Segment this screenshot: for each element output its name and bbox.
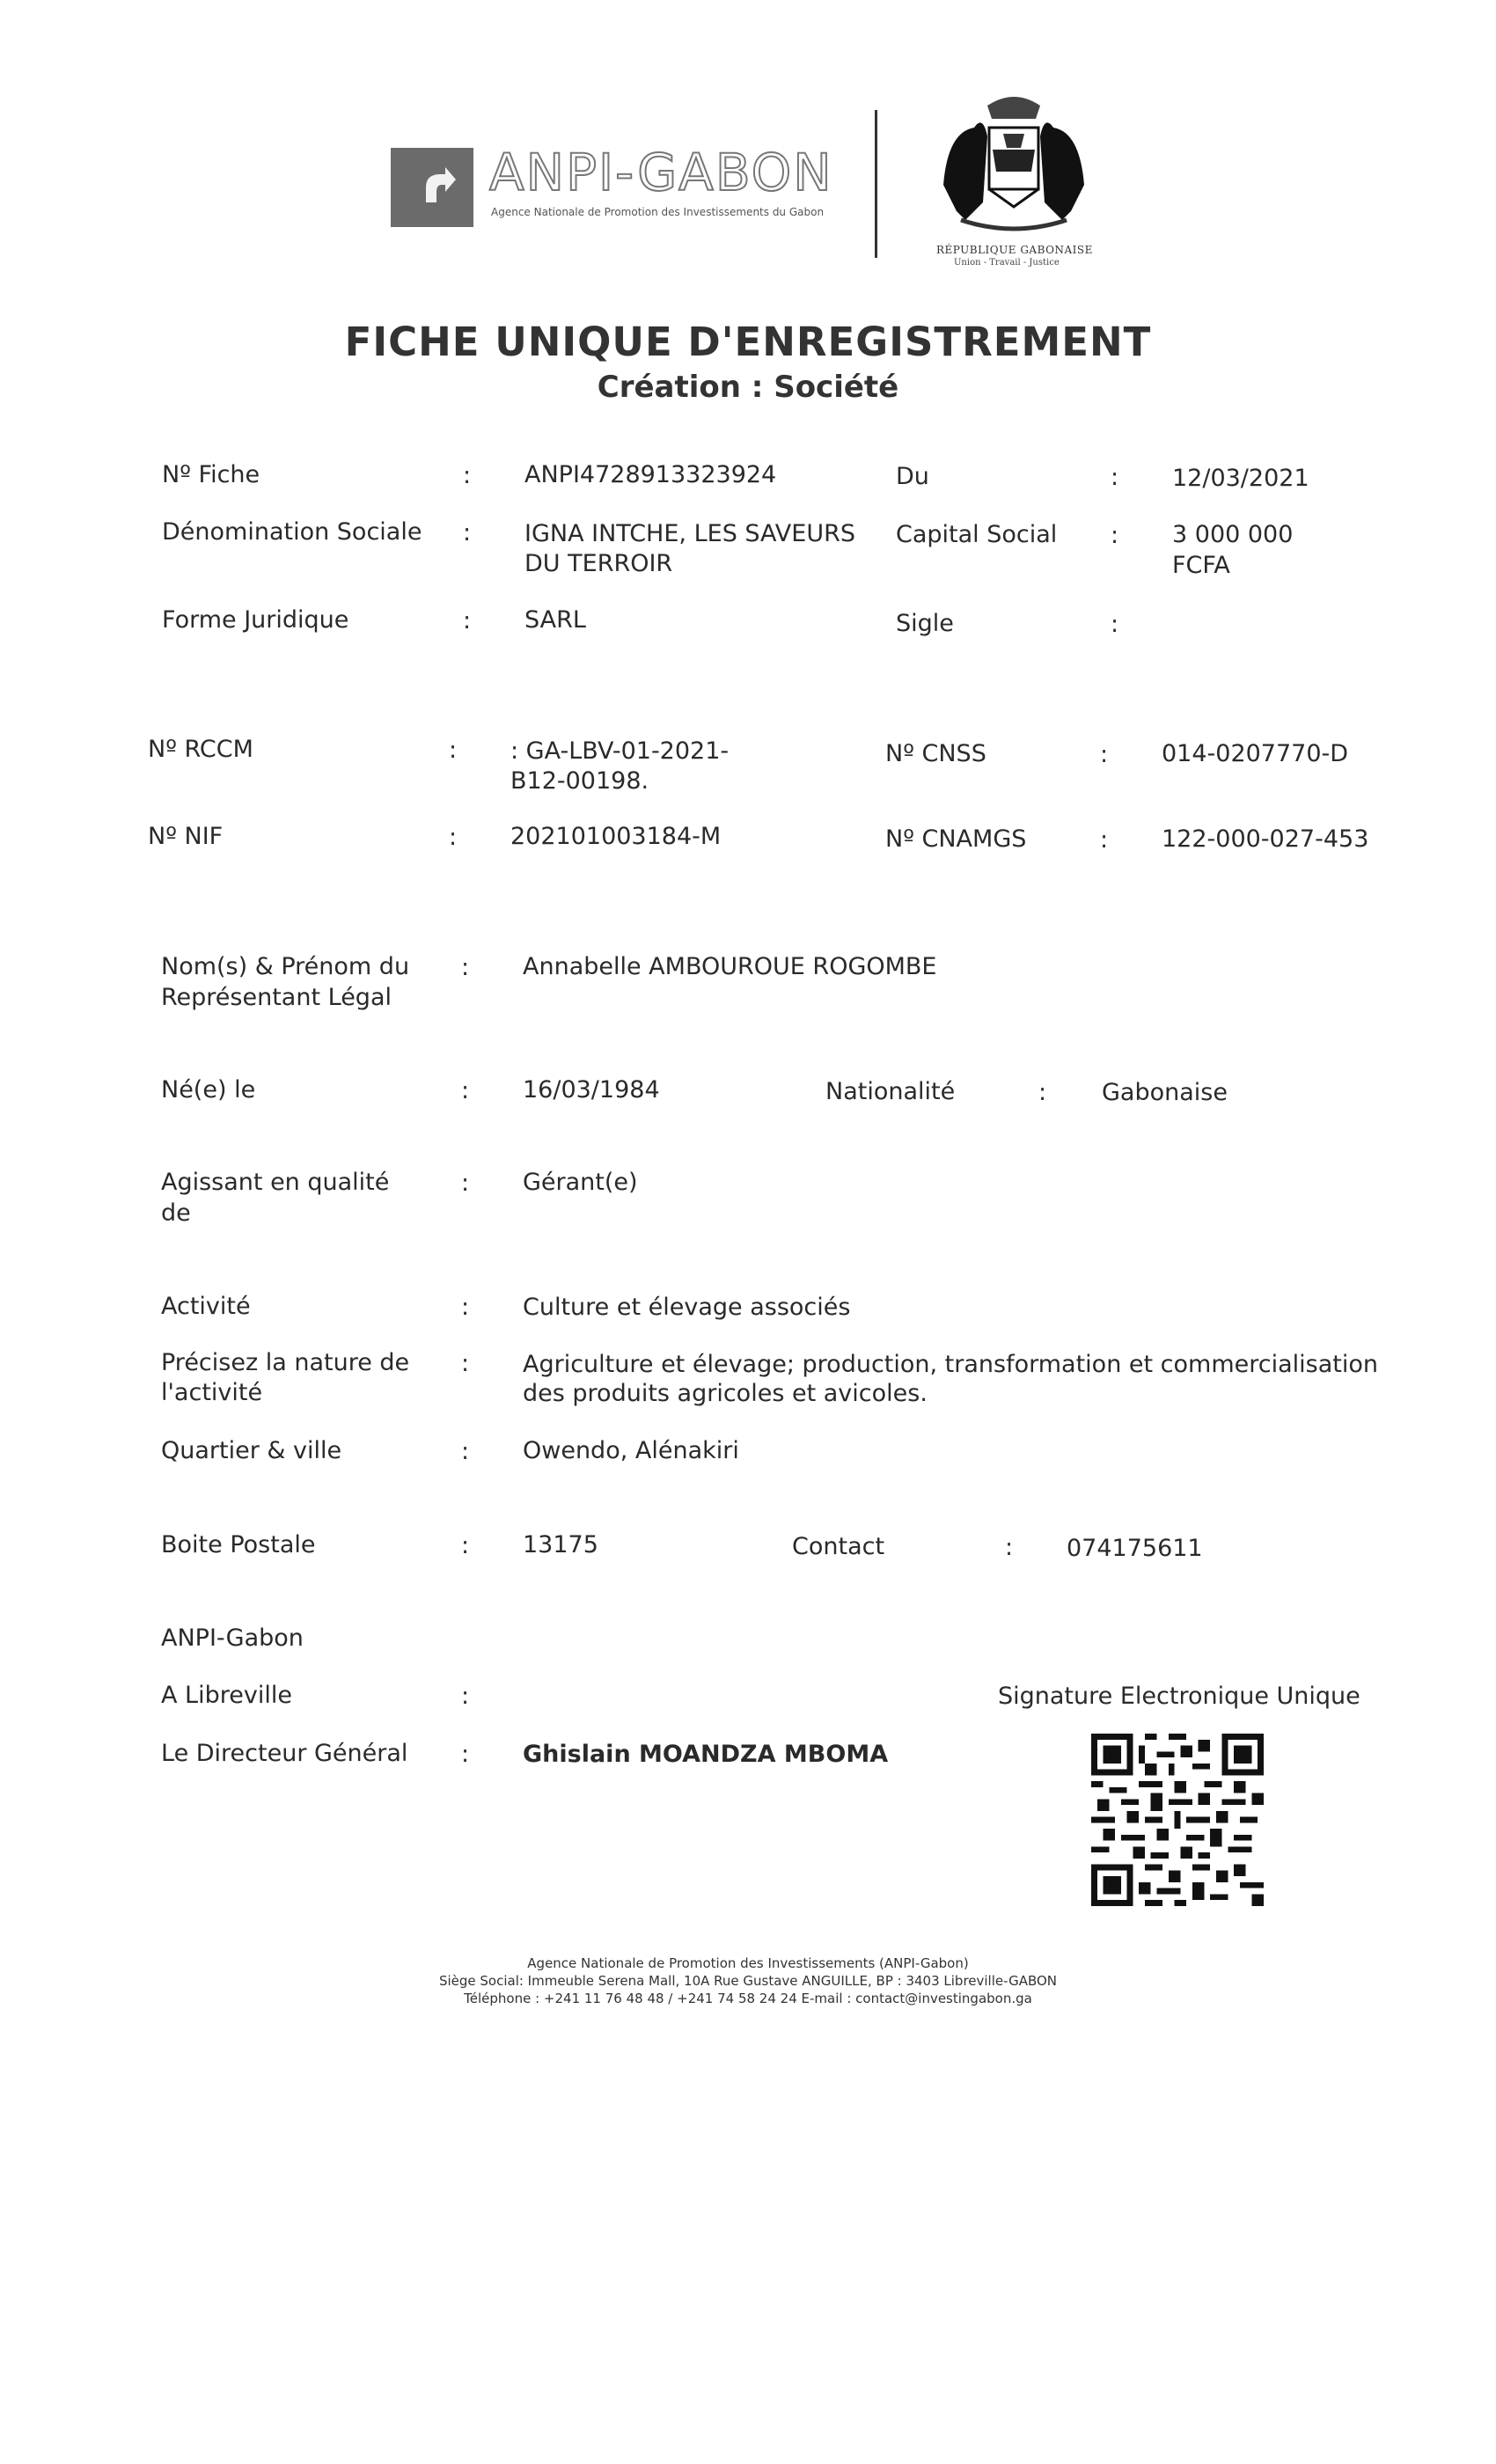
fiche-label: Nº Fiche xyxy=(162,461,260,488)
republic-label: RÉPUBLIQUE GABONAISE xyxy=(936,244,1093,256)
anpi-logo-mark xyxy=(391,148,473,227)
colon: : xyxy=(1100,826,1109,854)
du-value: 12/03/2021 xyxy=(1172,465,1309,492)
director-name: Ghislain MOANDZA MBOMA xyxy=(523,1741,889,1768)
qr-code-icon xyxy=(1091,1734,1264,1906)
bp-value: 13175 xyxy=(523,1531,598,1558)
cnamgs-value: 122-000-027-453 xyxy=(1162,825,1369,853)
colon: : xyxy=(461,1438,470,1465)
anpi-logo-text: ANPI-GABON xyxy=(489,143,833,202)
nationalite-value: Gabonaise xyxy=(1102,1079,1228,1106)
activite-label: Activité xyxy=(161,1293,251,1320)
colon: : xyxy=(1005,1534,1014,1561)
du-label: Du xyxy=(896,463,929,490)
sigle-label: Sigle xyxy=(896,610,954,637)
quartier-label: Quartier & ville xyxy=(161,1437,342,1464)
qualite-label-line2: de xyxy=(161,1199,191,1227)
colon: : xyxy=(1100,741,1109,768)
anpi-logo-subtitle: Agence Nationale de Promotion des Investissements du Gabon xyxy=(491,206,825,218)
colon: : xyxy=(461,954,470,981)
anpi-arrow-icon xyxy=(391,148,473,227)
footer-line1: Agence Nationale de Promotion des Investissements (ANPI-Gabon) xyxy=(527,1955,969,1971)
colon: : xyxy=(461,1741,470,1768)
rep-value: Annabelle AMBOUROUE ROGOMBE xyxy=(523,953,937,980)
contact-value: 074175611 xyxy=(1067,1535,1203,1562)
capital-label: Capital Social xyxy=(896,521,1058,548)
bp-label: Boite Postale xyxy=(161,1531,316,1558)
colon: : xyxy=(461,1077,470,1104)
activite-value: Culture et élevage associés xyxy=(523,1294,851,1321)
signature-place: A Libreville xyxy=(161,1682,292,1709)
colon: : xyxy=(461,1350,470,1377)
nature-label-line2: l'activité xyxy=(161,1379,263,1406)
colon: : xyxy=(1111,611,1119,638)
denomination-value-line1: IGNA INTCHE, LES SAVEURS xyxy=(524,520,855,547)
colon: : xyxy=(463,519,472,546)
colon: : xyxy=(449,824,458,851)
colon: : xyxy=(461,1294,470,1321)
rccm-value-line1: : GA-LBV-01-2021- xyxy=(510,737,730,765)
rep-label-line1: Nom(s) & Prénom du xyxy=(161,953,410,980)
qualite-label-line1: Agissant en qualité xyxy=(161,1169,390,1196)
colon: : xyxy=(463,462,472,489)
colon: : xyxy=(1038,1079,1047,1106)
esign-label: Signature Electronique Unique xyxy=(998,1683,1360,1710)
nature-value-line1: Agriculture et élevage; production, transformation et commercialisation xyxy=(523,1351,1378,1378)
capital-value-line1: 3 000 000 xyxy=(1172,521,1294,548)
ne-value: 16/03/1984 xyxy=(523,1076,660,1104)
colon: : xyxy=(1111,522,1119,549)
cnss-label: Nº CNSS xyxy=(885,740,986,767)
qualite-value: Gérant(e) xyxy=(523,1169,638,1196)
forme-label: Forme Juridique xyxy=(162,606,349,634)
denomination-value-line2: DU TERROIR xyxy=(524,550,673,577)
fiche-value: ANPI4728913323924 xyxy=(524,461,777,488)
nationalite-label: Nationalité xyxy=(825,1078,956,1105)
ne-label: Né(e) le xyxy=(161,1076,256,1104)
coat-of-arms-emblem xyxy=(935,88,1093,242)
rep-label-line2: Représentant Légal xyxy=(161,984,392,1011)
rccm-value-line2: B12-00198. xyxy=(510,767,649,795)
nature-label-line1: Précisez la nature de xyxy=(161,1349,410,1376)
colon: : xyxy=(1111,464,1119,491)
colon: : xyxy=(461,1532,470,1559)
nature-value-line2: des produits agricoles et avicoles. xyxy=(523,1380,928,1407)
contact-label: Contact xyxy=(792,1533,885,1560)
quartier-value: Owendo, Alénakiri xyxy=(523,1437,739,1464)
rccm-label: Nº RCCM xyxy=(148,736,253,763)
denomination-label: Dénomination Sociale xyxy=(162,518,422,546)
colon: : xyxy=(449,737,458,764)
footer-line3: Téléphone : +241 11 76 48 48 / +241 74 58 24 24 E-mail : contact@investingabon.ga xyxy=(464,1991,1032,2006)
nif-label: Nº NIF xyxy=(148,823,224,850)
cnss-value: 014-0207770-D xyxy=(1162,740,1349,767)
page-title: FICHE UNIQUE D'ENREGISTREMENT xyxy=(344,319,1152,365)
director-label: Le Directeur Général xyxy=(161,1740,408,1767)
colon: : xyxy=(461,1170,470,1197)
forme-value: SARL xyxy=(524,606,586,634)
republic-motto: Union - Travail - Justice xyxy=(954,258,1060,268)
footer-line2: Siège Social: Immeuble Serena Mall, 10A Rue Gustave ANGUILLE, BP : 3403 Libreville-GABON xyxy=(438,1973,1058,1989)
colon: : xyxy=(461,1683,470,1710)
cnamgs-label: Nº CNAMGS xyxy=(885,825,1027,853)
colon: : xyxy=(463,607,472,634)
nif-value: 202101003184-M xyxy=(510,823,722,850)
header-divider xyxy=(875,110,877,258)
capital-value-line2: FCFA xyxy=(1172,552,1230,579)
signature-org: ANPI-Gabon xyxy=(161,1624,304,1652)
page-subtitle: Création : Société xyxy=(597,370,899,405)
